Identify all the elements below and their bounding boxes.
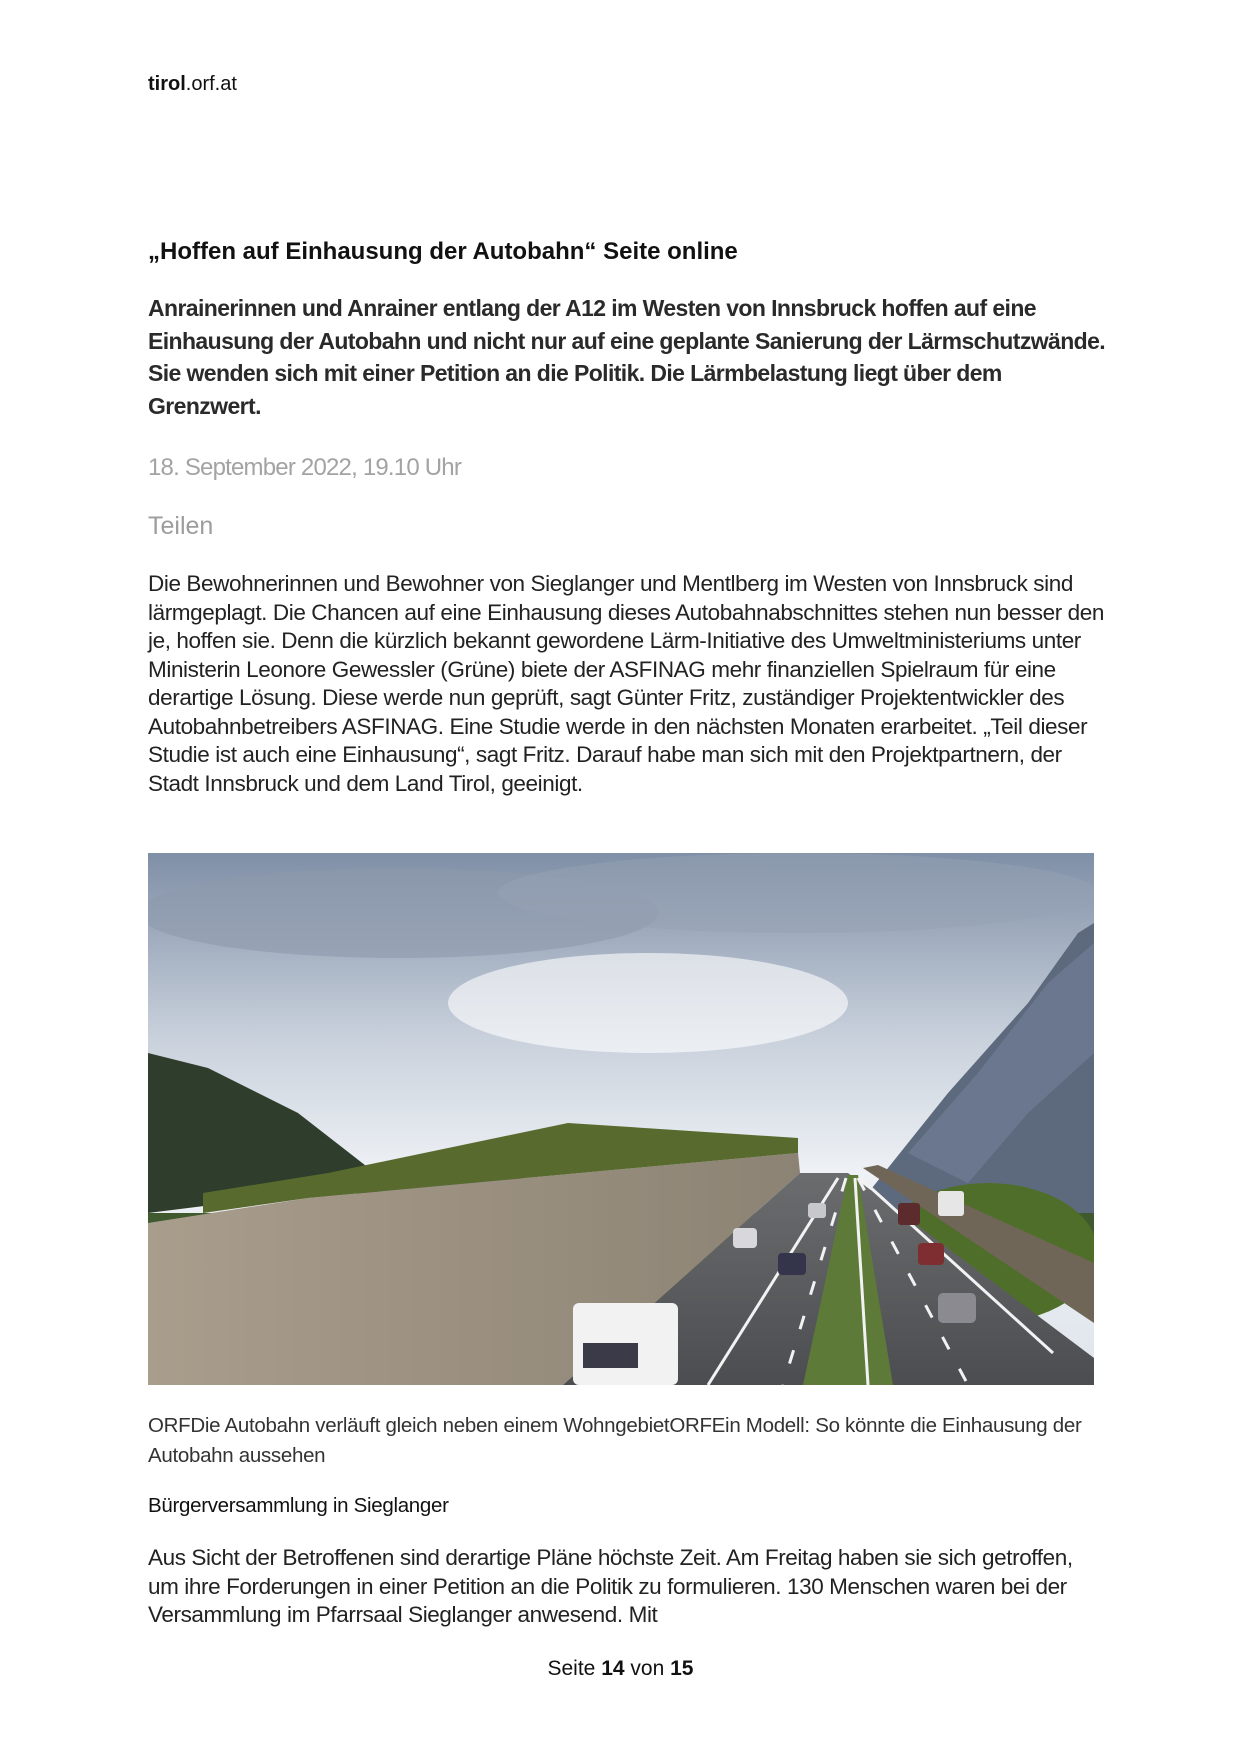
article-dateline: 18. September 2022, 19.10 Uhr (148, 454, 462, 481)
article-headline: „Hoffen auf Einhausung der Autobahn“ Seite online (148, 238, 738, 265)
highway-photo-illustration (148, 853, 1094, 1385)
site-header (148, 73, 237, 96)
share-link[interactable]: Teilen (148, 512, 214, 540)
site-name-bold: tirol (148, 73, 186, 95)
page-total: 15 (670, 1657, 694, 1680)
article-paragraph-1: Die Bewohnerinnen und Bewohner von Sieglanger und Mentlberg im Westen von Innsbruck sind lärmgeplagt. Die Chancen auf eine Einhausung dieses Autobahnabschnittes stehen nun besser den je, hoffen sie. Denn die kürzlich bekannt gewordene Lärm-Initiative des Umweltministeriums unter Ministerin Leonore Gewessler (Grüne) biete der ASFINAG mehr finanziellen Spielraum für eine derartige Lösung. Diese werde nun geprüft, sagt Günter Fritz, zuständiger Projektentwickler des Autobahnbetreibers ASFINAG. Eine Studie werde in den nächsten Monaten erarbeitet. „Teil dieser Studie ist auch eine Einhausung“, sagt Fritz. Darauf habe man sich mit den Projektpartnern, der Stadt Innsbruck und dem Land Tirol, geeinigt. (148, 571, 1104, 796)
site-name-domain: .orf.at (185, 73, 237, 95)
photo-caption: ORFDie Autobahn verläuft gleich neben einem WohngebietORFEin Modell: So könnte die Einhausung der Autobahn aussehen (148, 1414, 1082, 1467)
article-paragraph-2: Aus Sicht der Betroffenen sind derartige Pläne höchste Zeit. Am Freitag haben sie sich getroffen, um ihre Forderungen in einer Petition an die Politik zu formulieren. 130 Menschen waren bei der Versammlung im Pfarrsaal Sieglanger anwesend. Mit (148, 1545, 1073, 1627)
page-number (0, 1657, 1241, 1681)
article-photo (148, 853, 1094, 1385)
page-separator: von (630, 1657, 665, 1680)
section-subheading: Bürgerversammlung in Sieglanger (148, 1494, 449, 1517)
page-prefix: Seite (547, 1657, 596, 1680)
page-current: 14 (601, 1657, 625, 1680)
article-lead: Anrainerinnen und Anrainer entlang der A12 im Westen von Innsbruck hoffen auf eine Einhausung der Autobahn und nicht nur auf eine geplante Sanierung der Lärmschutzwände. Sie wenden sich mit einer Petition an die Politik. Die Lärmbelastung liegt über dem Grenzwert. (148, 295, 1106, 419)
